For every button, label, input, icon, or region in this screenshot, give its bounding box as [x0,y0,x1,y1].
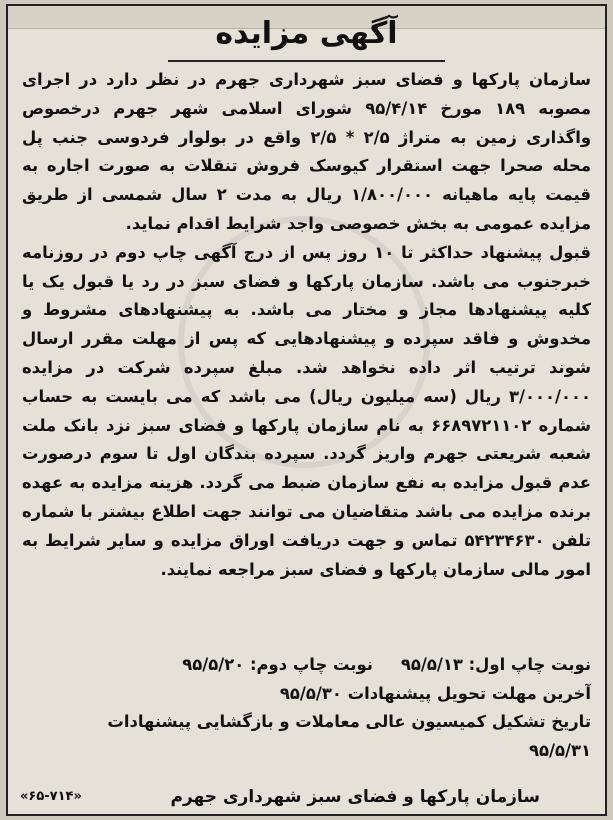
first-print-date: نوبت چاپ اول: ۹۵/۵/۱۳ [400,655,591,674]
commission-date: ۹۵/۵/۳۱ [529,740,591,760]
ad-clipping [6,4,607,816]
commission-label: تاریخ تشکیل کمیسیون عالی معاملات و بازگشایی پیشنهادات [107,712,591,732]
ad-footer [18,784,595,810]
ad-title: آگهی مزایده [215,16,398,51]
paragraph-conditions: قبول پیشنهاد حداکثر تا ۱۰ روز پس از درج آگهی چاپ دوم در روزنامه خبرجنوب می باشد. سازمان پارکها و فضای سبز در رد یا قبول یک یا کلیه پیشنهادها مجاز و مختار می باشد. به پیشنهادهای مشروط و مخدوش و فاقد سپرده و پیشنهادهایی که پس از مهلت مقرر ارسال شوند ترتیب اثر داده نخواهد شد. مبلغ سپرده شرکت در مزایده ۳/۰۰۰/۰۰۰ ریال (سه میلیون ریال) می باشد که می بایست به حساب شماره ۶۶۸۹۷۲۱۱۰۲ به نام سازمان پارکها و فضای سبز نزد بانک ملت شعبه شریعتی جهرم واریز گردد. سپرده بندگان اول تا سوم درصورت عدم قبول مزایده به نفع سازمان ضبط می گردد. هزینه مزایده به عهده برنده مزایده می باشد متقاضیان می توانند جهت اطلاع بیشتر با شماره تلفن ۵۴۲۳۴۶۳۰ تماس و جهت دریافت اوراق مزایده و سایر شرایط به امور مالی سازمان پارکها و فضای سبز مراجعه نمایند. [22,242,591,579]
schedule-block [22,651,591,765]
ad-code: «۶۵-۷۱۴» [20,789,82,804]
paragraph-intro: سازمان پارکها و فضای سبز شهرداری جهرم در نظر دارد در اجرای مصوبه ۱۸۹ مورخ ۹۵/۴/۱۴ شورای اسلامی شهر جهرم درخصوص واگذاری زمین به متراژ ۲/۵ * ۲/۵ واقع در بولوار فردوسی جنب پل محله صحرا جهت استقرار کیوسک فروش تنقلات به صورت اجاره به قیمت پایه ماهیانه ۱/۸۰۰/۰۰۰ ریال به مدت ۲ سال شمسی از طریق مزایده عمومی به بخش خصوصی واجد شرایط اقدام نماید. [22,70,592,233]
organization-signature: سازمان پارکها و فضای سبز شهرداری جهرم [170,787,540,807]
print-dates-row [22,651,591,680]
second-print-date: نوبت چاپ دوم: ۹۵/۵/۲۰ [182,655,373,674]
ad-body [22,66,591,584]
submission-deadline: آخرین مهلت تحویل پیشنهادات ۹۵/۵/۳۰ [279,683,591,703]
title-underline [168,60,445,62]
